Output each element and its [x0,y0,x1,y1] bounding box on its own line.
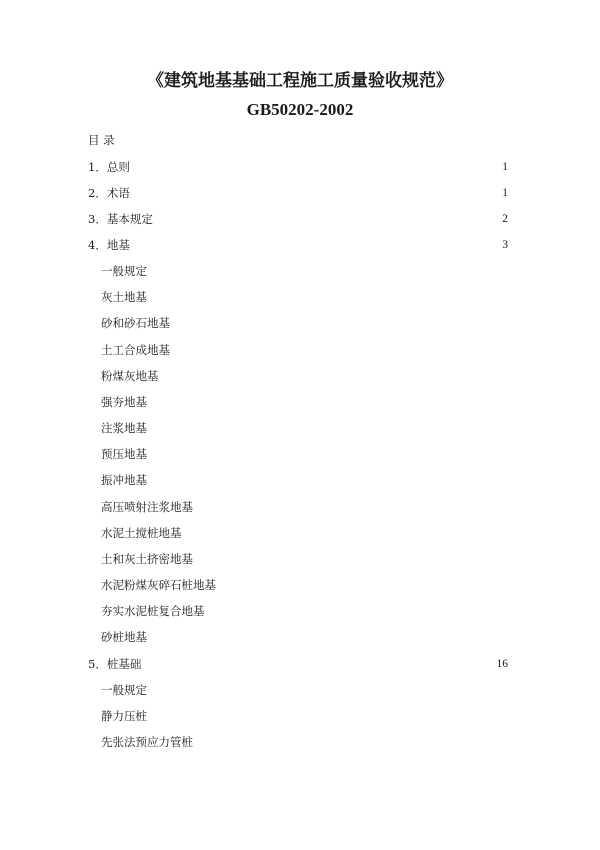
standard-code: GB50202-2002 [246,100,354,119]
toc-entry-section: 土和灰土挤密地基 [101,552,193,566]
toc-entry-section: 水泥土搅桩地基 [101,526,182,540]
toc-entry-section: 砂桩地基 [101,630,147,644]
toc-entry-chapter: 4．地基 [88,238,130,252]
toc-entry-section: 注浆地基 [101,421,147,435]
toc-entry-section: 振冲地基 [101,473,147,487]
toc-entry-section: 砂和砂石地基 [101,316,170,330]
toc-page-number: 3 [502,239,508,251]
toc-entry-chapter: 1．总则 [88,160,130,174]
toc-entry-section: 一般规定 [101,683,147,697]
toc-page-number: 1 [502,187,508,199]
toc-entry-section: 夯实水泥桩复合地基 [101,604,205,618]
toc-entry-section: 粉煤灰地基 [101,369,159,383]
toc-page-number: 16 [496,658,508,670]
toc-entry-section: 静力压桩 [101,709,147,723]
toc-entry-section: 一般规定 [101,264,147,278]
toc-entry-section: 水泥粉煤灰碎石桩地基 [101,578,216,592]
toc-entry-chapter: 5．桩基础 [88,657,142,671]
toc-page-number: 1 [502,161,508,173]
toc-entry-section: 先张法预应力管桩 [101,735,193,749]
document-title: 《建筑地基基础工程施工质量验收规范》 [147,71,453,91]
toc-entry-chapter: 3．基本规定 [88,212,153,226]
toc-heading: 目 录 [88,133,115,147]
toc-entry-section: 灰土地基 [101,290,147,304]
toc-entry-section: 强夯地基 [101,395,147,409]
toc-entry-chapter: 2．术语 [88,186,130,200]
toc-page-number: 2 [502,213,508,225]
toc-entry-section: 预压地基 [101,447,147,461]
toc-entry-section: 高压喷射注浆地基 [101,500,193,514]
toc-entry-section: 土工合成地基 [101,343,170,357]
